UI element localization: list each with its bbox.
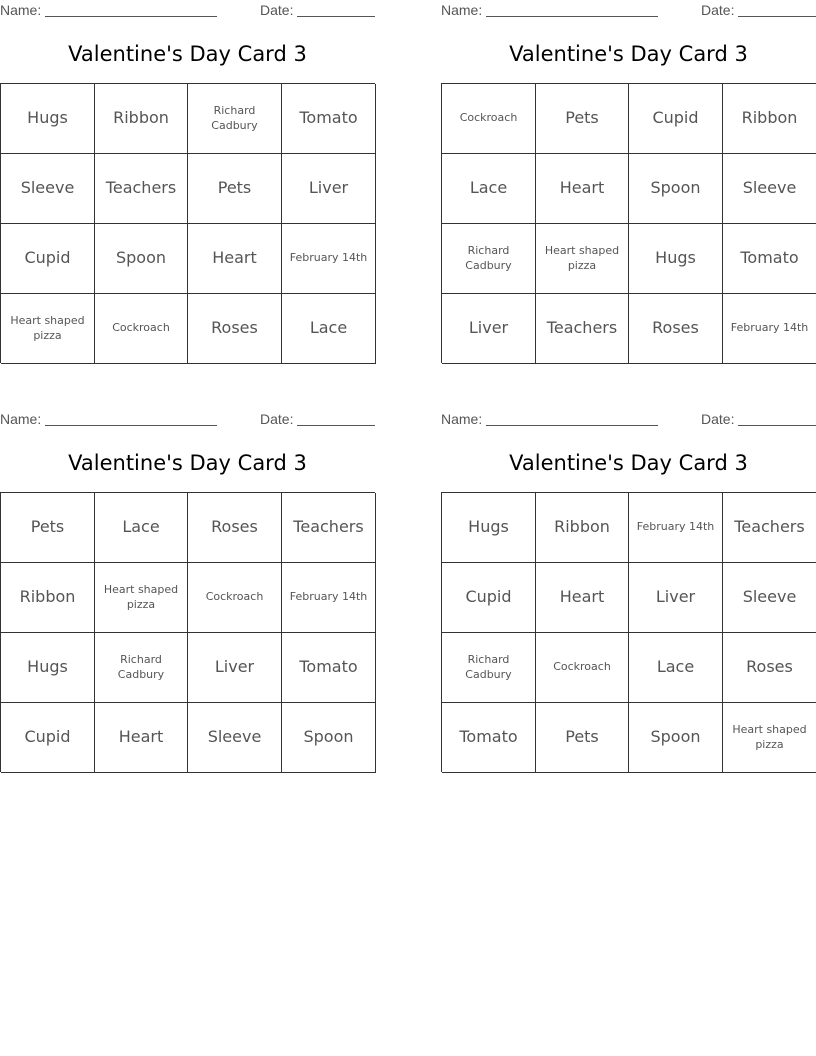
bingo-cell: Ribbon <box>723 84 816 154</box>
bingo-cell: Pets <box>1 493 95 563</box>
bingo-cell: Heart <box>536 563 629 633</box>
card-header <box>441 409 816 429</box>
bingo-cell: Teachers <box>536 294 629 364</box>
date-blank-line <box>738 425 816 426</box>
bingo-cell: February 14th <box>282 224 376 294</box>
name-blank-line <box>486 425 658 426</box>
bingo-grid <box>0 83 375 363</box>
bingo-cell: Richard Cadbury <box>442 633 536 703</box>
bingo-cell: Heart shaped pizza <box>723 703 816 773</box>
bingo-cell: Heart <box>536 154 629 224</box>
bingo-cell: Sleeve <box>1 154 95 224</box>
bingo-cell: Spoon <box>95 224 188 294</box>
bingo-cell: Tomato <box>282 84 376 154</box>
name-blank-line <box>486 16 658 17</box>
bingo-cell: Hugs <box>1 84 95 154</box>
bingo-cell: Liver <box>188 633 282 703</box>
bingo-cell: Lace <box>629 633 723 703</box>
bingo-cell: Sleeve <box>723 563 816 633</box>
bingo-cell: Heart shaped pizza <box>95 563 188 633</box>
bingo-cell: Cupid <box>629 84 723 154</box>
bingo-cell: Cockroach <box>442 84 536 154</box>
bingo-cell: Lace <box>95 493 188 563</box>
bingo-cell: Pets <box>536 703 629 773</box>
bingo-cell: Hugs <box>629 224 723 294</box>
bingo-cell: Roses <box>188 493 282 563</box>
bingo-grid <box>441 492 816 772</box>
bingo-cell: Ribbon <box>1 563 95 633</box>
name-blank-line <box>45 16 217 17</box>
bingo-grid <box>441 83 816 363</box>
date-blank-line <box>297 16 375 17</box>
bingo-cell: Ribbon <box>536 493 629 563</box>
bingo-cell: February 14th <box>723 294 816 364</box>
date-label: Date: <box>701 2 735 18</box>
bingo-cell: Cupid <box>442 563 536 633</box>
bingo-cell: Hugs <box>1 633 95 703</box>
date-label: Date: <box>260 411 294 427</box>
bingo-cell: Ribbon <box>95 84 188 154</box>
bingo-cell: Richard Cadbury <box>188 84 282 154</box>
bingo-cell: Tomato <box>723 224 816 294</box>
bingo-cell: Roses <box>629 294 723 364</box>
bingo-cell: Liver <box>629 563 723 633</box>
bingo-cell: Cupid <box>1 224 95 294</box>
date-label: Date: <box>701 411 735 427</box>
bingo-cell: Tomato <box>282 633 376 703</box>
bingo-cell: Hugs <box>442 493 536 563</box>
bingo-cell: Heart shaped pizza <box>536 224 629 294</box>
bingo-cell: Roses <box>723 633 816 703</box>
bingo-grid <box>0 492 375 772</box>
name-label: Name: <box>0 2 42 18</box>
bingo-cell: February 14th <box>629 493 723 563</box>
bingo-cell: Cockroach <box>536 633 629 703</box>
name-label: Name: <box>441 2 483 18</box>
bingo-cell: Lace <box>442 154 536 224</box>
bingo-card-1 <box>0 0 375 342</box>
name-blank-line <box>45 425 217 426</box>
bingo-cell: Liver <box>282 154 376 224</box>
bingo-cell: Sleeve <box>188 703 282 773</box>
bingo-cell: Spoon <box>282 703 376 773</box>
card-title: Valentine's Day Card 3 <box>509 42 748 66</box>
bingo-cell: Roses <box>188 294 282 364</box>
name-label: Name: <box>441 411 483 427</box>
bingo-cell: Pets <box>536 84 629 154</box>
card-title: Valentine's Day Card 3 <box>509 451 748 475</box>
date-blank-line <box>738 16 816 17</box>
card-title: Valentine's Day Card 3 <box>68 451 307 475</box>
bingo-cell: Teachers <box>282 493 376 563</box>
bingo-cell: Teachers <box>95 154 188 224</box>
bingo-cell: Spoon <box>629 703 723 773</box>
bingo-cell: Heart <box>188 224 282 294</box>
bingo-cell: Cockroach <box>95 294 188 364</box>
date-label: Date: <box>260 2 294 18</box>
bingo-cell: Pets <box>188 154 282 224</box>
bingo-card-4 <box>441 409 816 751</box>
card-header <box>441 0 816 20</box>
bingo-cell: Tomato <box>442 703 536 773</box>
bingo-card-2 <box>441 0 816 338</box>
bingo-cell: Liver <box>442 294 536 364</box>
card-title: Valentine's Day Card 3 <box>68 42 307 66</box>
bingo-cell: Sleeve <box>723 154 816 224</box>
bingo-cell: Heart shaped pizza <box>1 294 95 364</box>
card-header <box>0 409 375 429</box>
bingo-cell: Spoon <box>629 154 723 224</box>
bingo-cell: Richard Cadbury <box>95 633 188 703</box>
bingo-cell: Richard Cadbury <box>442 224 536 294</box>
bingo-card-3 <box>0 409 375 747</box>
bingo-cell: Cupid <box>1 703 95 773</box>
name-label: Name: <box>0 411 42 427</box>
bingo-cell: Heart <box>95 703 188 773</box>
card-header <box>0 0 375 20</box>
bingo-cell: Teachers <box>723 493 816 563</box>
bingo-cell: Lace <box>282 294 376 364</box>
bingo-cell: Cockroach <box>188 563 282 633</box>
bingo-cell: February 14th <box>282 563 376 633</box>
date-blank-line <box>297 425 375 426</box>
